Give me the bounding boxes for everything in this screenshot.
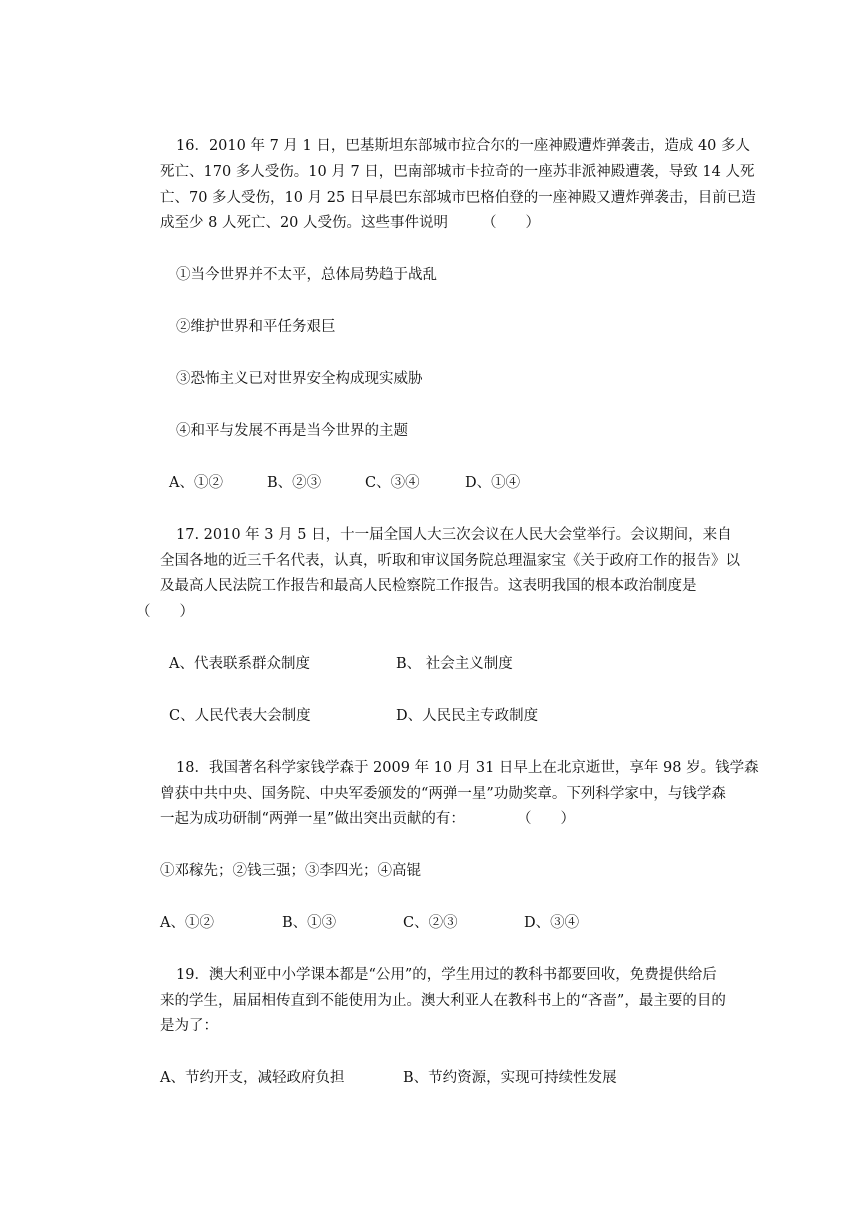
question-17-option-b: B、 社会主义制度 — [396, 656, 513, 672]
question-16-line-4: 成至少 8 人死亡、20 人受伤。这些事件说明 — [160, 215, 449, 231]
question-18-line-1: 18．我国著名科学家钱学森于 2009 年 10 月 31 日早上在北京逝世，享年 98 岁。钱学森 — [176, 760, 759, 776]
question-19-line-1: 19．澳大利亚中小学课本都是“公用”的，学生用过的教科书都要回收，免费提供给后 — [176, 967, 717, 983]
question-17-line-1: 17. 2010 年 3 月 5 日，十一届全国人大三次会议在人民大会堂举行。会议期间，来自 — [176, 527, 732, 543]
question-17-line-3: 及最高人民法院工作报告和最高人民检察院工作报告。这表明我国的根本政治制度是 — [160, 578, 697, 594]
question-16-statement-3: ③恐怖主义已对世界安全构成现实威胁 — [176, 371, 423, 387]
question-16-statement-1: ①当今世界并不太平，总体局势趋于战乱 — [176, 267, 437, 283]
question-16-line-1: 16．2010 年 7 月 1 日，巴基斯坦东部城市拉合尔的一座神殿遭炸弹袭击，造成 40 多人 — [176, 138, 751, 154]
question-18-option-a: A、①② — [160, 915, 214, 931]
question-16-statement-2: ②维护世界和平任务艰巨 — [176, 319, 336, 335]
question-19-option-b: B、节约资源，实现可持续性发展 — [403, 1070, 617, 1086]
question-18-option-b: B、①③ — [282, 915, 337, 931]
question-17-line-2: 全国各地的近三千名代表，认真，听取和审议国务院总理温家宝《关于政府工作的报告》以 — [160, 553, 740, 569]
question-17-option-c: C、人民代表大会制度 — [169, 708, 311, 724]
question-16-option-b: B、②③ — [267, 475, 322, 491]
question-19-option-a: A、节约开支，减轻政府负担 — [160, 1070, 345, 1086]
question-16-line-2: 死亡、170 多人受伤。10 月 7 日，巴南部城市卡拉奇的一座苏非派神殿遭袭，导致 14 人死 — [160, 164, 755, 180]
question-18-line-3: 一起为成功研制“两弹一星”做出突出贡献的有： — [160, 811, 465, 827]
question-16-statement-4: ④和平与发展不再是当今世界的主题 — [176, 423, 408, 439]
question-17-answer-bracket: （ ） — [136, 604, 194, 620]
question-18-option-c: C、②③ — [403, 915, 458, 931]
question-16-option-a: A、①② — [169, 475, 223, 491]
question-16-option-d: D、①④ — [465, 475, 521, 491]
question-16-answer-bracket: （ ） — [482, 215, 540, 231]
question-18-answer-bracket: （ ） — [517, 811, 575, 827]
question-18-line-2: 曾获中共中央、国务院、中央军委颁发的“两弹一星”功勋奖章。下列科学家中，与钱学森 — [160, 786, 726, 802]
question-16-line-3: 亡、70 多人受伤，10 月 25 日早晨巴东部城市巴格伯登的一座神殿又遭炸弹袭击，目前已造 — [160, 190, 756, 206]
question-19-line-2: 来的学生，届届相传直到不能使用为止。澳大利亚人在教科书上的“吝啬”，最主要的目的 — [160, 993, 726, 1009]
question-19-line-3: 是为了： — [160, 1018, 218, 1034]
question-17-option-d: D、人民民主专政制度 — [396, 708, 539, 724]
question-18-option-d: D、③④ — [524, 915, 580, 931]
question-17-option-a: A、代表联系群众制度 — [169, 656, 310, 672]
question-16-option-c: C、③④ — [365, 475, 420, 491]
question-18-statement: ①邓稼先；②钱三强；③李四光；④高锟 — [160, 863, 421, 879]
